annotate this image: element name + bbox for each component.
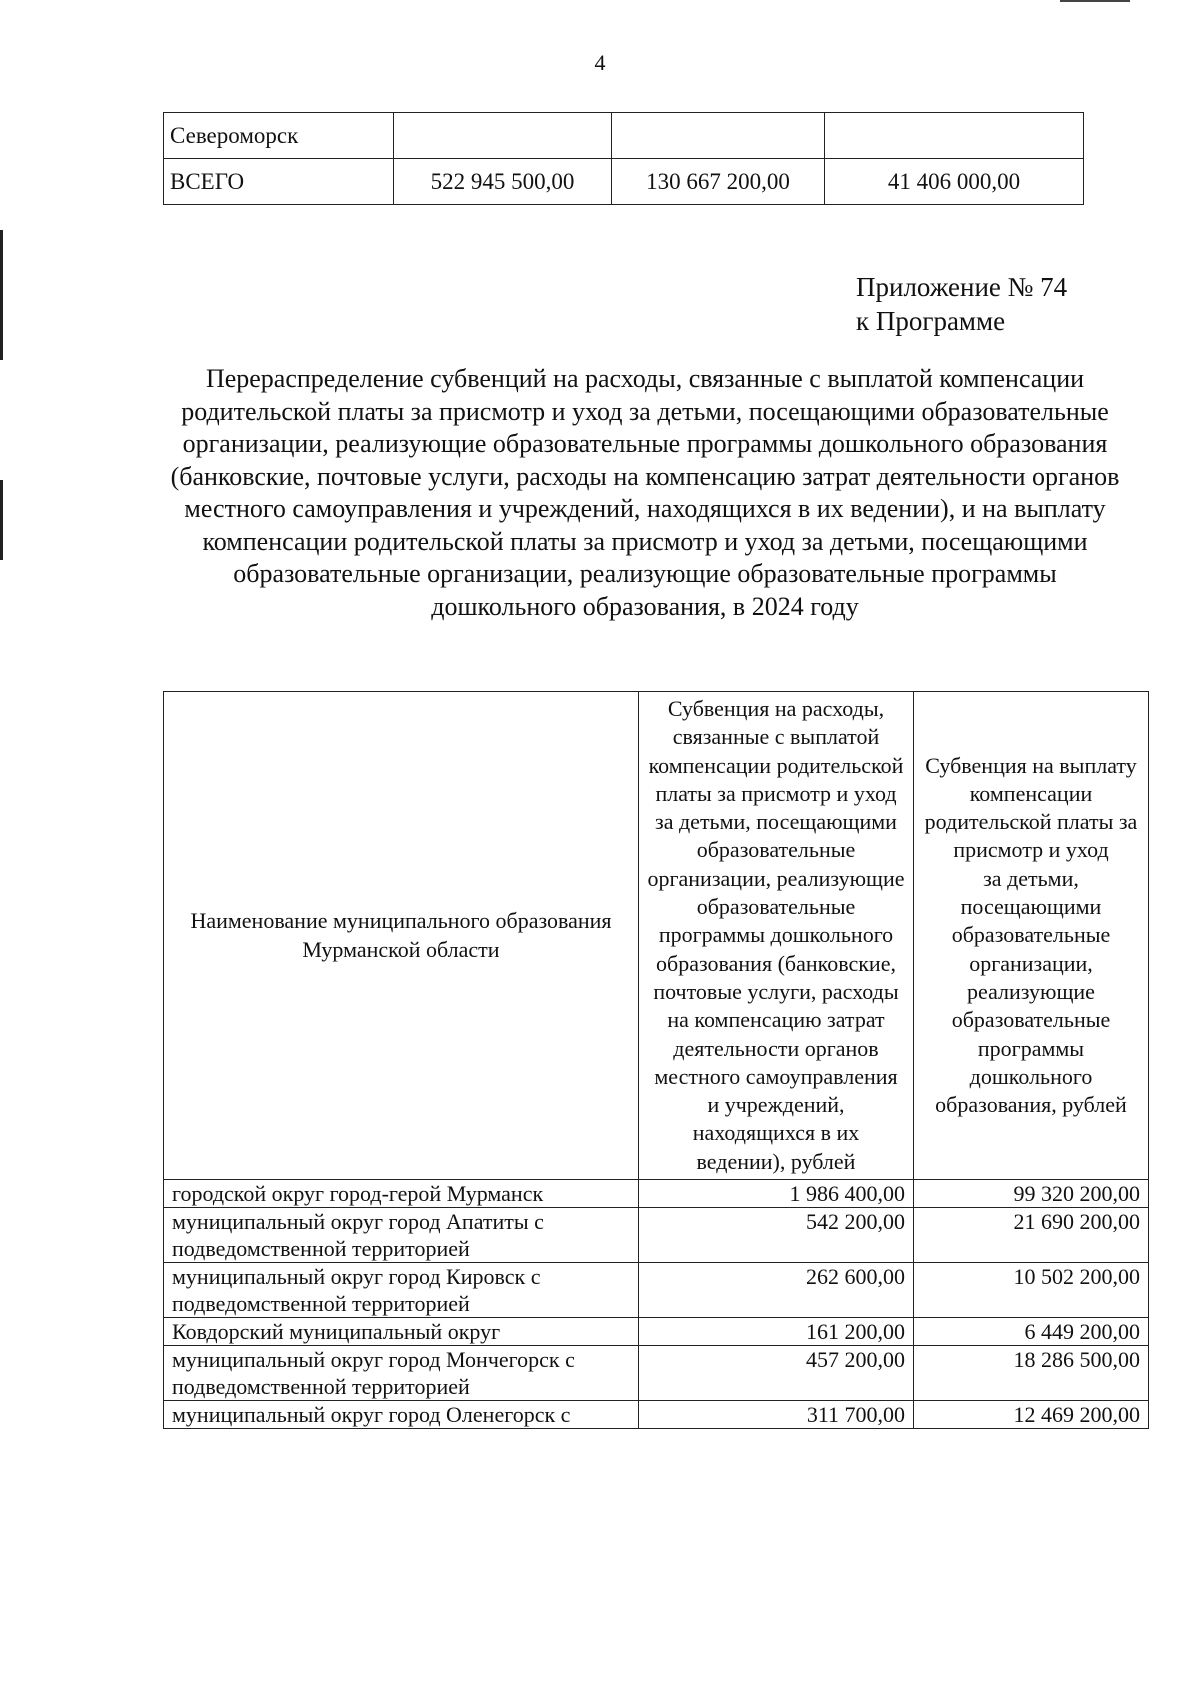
table-header-row [164,692,1149,1180]
municipality-cell: муниципальный округ город Мончегорск с подведомственной территорией [164,1346,639,1401]
table-row [164,159,1084,205]
table-row [164,1208,1149,1263]
expenses-value-cell: 1 986 400,00 [639,1180,914,1208]
total-label-cell: ВСЕГО [164,159,394,205]
subvention-table [163,691,1149,1429]
compensation-value-cell: 21 690 200,00 [914,1208,1149,1263]
compensation-value-cell: 10 502 200,00 [914,1263,1149,1318]
municipality-cell: Ковдорский муниципальный округ [164,1318,639,1346]
left-edge-mark [0,230,3,360]
compensation-value-cell: 12 469 200,00 [914,1401,1149,1429]
table-row [164,1263,1149,1318]
table-row [164,1180,1149,1208]
value-cell [612,113,825,159]
compensation-value-cell: 18 286 500,00 [914,1346,1149,1401]
header-subvention-compensation: Субвенция на выплату компенсации родительской платы за присмотр и уход за детьми, посещающими образовательные организации, реализующие образовательные программы дошкольного образования, рублей [914,692,1149,1180]
header-municipality: Наименование муниципального образования Мурманской области [164,692,639,1180]
compensation-value-cell: 6 449 200,00 [914,1318,1149,1346]
expenses-value-cell: 262 600,00 [639,1263,914,1318]
expenses-value-cell: 311 700,00 [639,1401,914,1429]
municipality-cell: муниципальный округ город Апатиты с подведомственной территорией [164,1208,639,1263]
summary-table [163,112,1084,205]
total-value-cell: 522 945 500,00 [394,159,612,205]
header-subvention-expenses: Субвенция на расходы, связанные с выплатой компенсации родительской платы за присмотр и уход за детьми, посещающими образовательные организации, реализующие образовательные программы дошкольного образования (банковские, почтовые услуги, расходы на компенсацию затрат деятельности органов местного самоуправления и учреждений, находящихся в их ведении), рублей [639,692,914,1180]
page-number: 4 [594,50,606,75]
value-cell [825,113,1084,159]
table-row [164,1318,1149,1346]
expenses-value-cell: 161 200,00 [639,1318,914,1346]
annex-number: Приложение № 74 [856,272,1068,302]
annex-program: к Программе [856,306,1006,336]
municipality-cell: муниципальный округ город Кировск с подведомственной территорией [164,1263,639,1318]
total-value-cell: 130 667 200,00 [612,159,825,205]
annex-header [856,270,1067,338]
document-title: Перераспределение субвенций на расходы, связанные с выплатой компенсации родительской платы за присмотр и уход за детьми, посещающими образовательные организации, реализующие образовательные программы дошкольного образования (банковские, почтовые услуги, расходы на компенсацию затрат деятельности органов местного самоуправления и учреждений, находящихся в их ведении), и на выплату компенсации родительской платы за присмотр и уход за детьми, посещающими образовательные организации, реализующие образовательные программы дошкольного образования, в 2024 году [170,364,1120,621]
expenses-value-cell: 542 200,00 [639,1208,914,1263]
table-row [164,113,1084,159]
table-row [164,1401,1149,1429]
municipality-cell: городской округ город-герой Мурманск [164,1180,639,1208]
top-edge-rule [1060,0,1130,2]
value-cell [394,113,612,159]
left-edge-mark [0,480,3,560]
expenses-value-cell: 457 200,00 [639,1346,914,1401]
table-row [164,1346,1149,1401]
municipality-cell: муниципальный округ город Оленегорск с [164,1401,639,1429]
total-value-cell: 41 406 000,00 [825,159,1084,205]
compensation-value-cell: 99 320 200,00 [914,1180,1149,1208]
municipality-cell: Североморск [164,113,394,159]
